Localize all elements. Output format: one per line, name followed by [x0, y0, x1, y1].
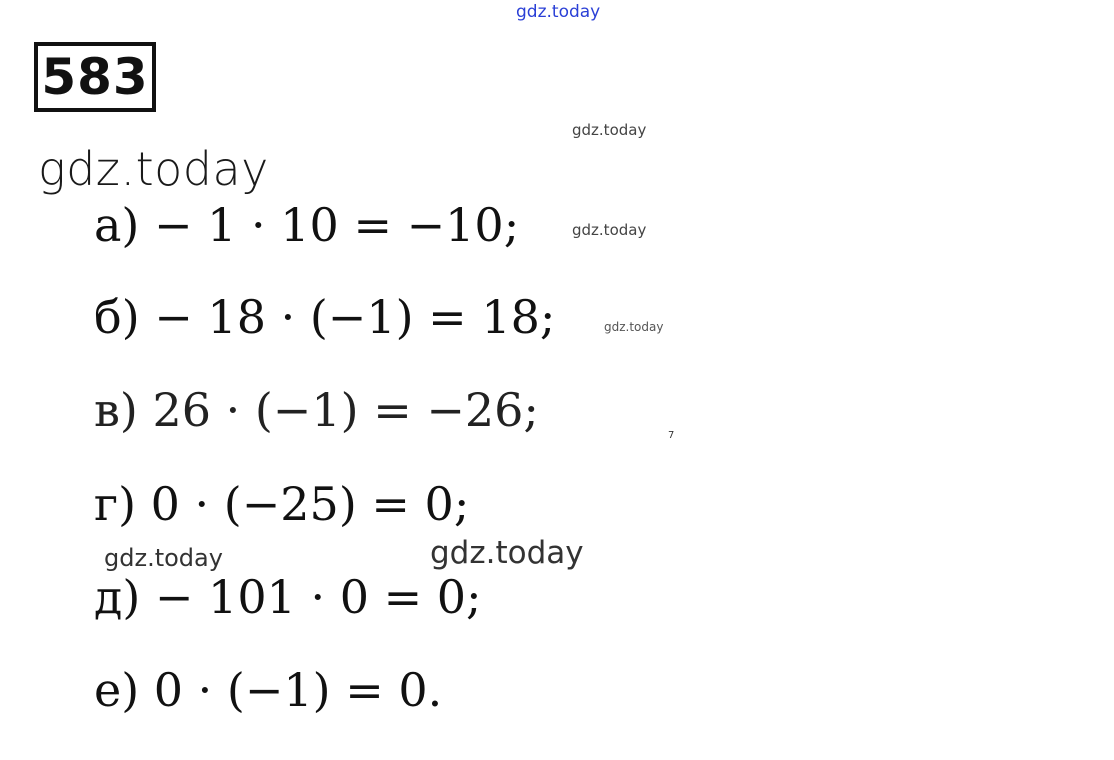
watermark-small-2: gdz.today [572, 221, 647, 239]
exercise-number: 583 [41, 48, 149, 106]
equation-a: а) − 1 · 10 = −10; [94, 198, 520, 252]
equation-f: е) 0 · (−1) = 0. [94, 663, 443, 717]
exercise-number-box [34, 42, 156, 112]
equation-b: б) − 18 · (−1) = 18; [94, 290, 556, 344]
watermark-medium-1: gdz.today [104, 544, 223, 572]
equation-c: в) 26 · (−1) = −26; [94, 383, 539, 437]
watermark-medium-2: gdz.today [430, 535, 584, 571]
equation-e: д) − 101 · 0 = 0; [94, 570, 482, 624]
equation-d: г) 0 · (−25) = 0; [94, 477, 470, 531]
watermark-large: gdz.today [38, 142, 269, 196]
watermark-small-3: gdz.today [604, 320, 664, 334]
stray-mark: 7 [668, 430, 675, 441]
watermark-top: gdz.today [516, 2, 601, 22]
watermark-small-1: gdz.today [572, 121, 647, 139]
